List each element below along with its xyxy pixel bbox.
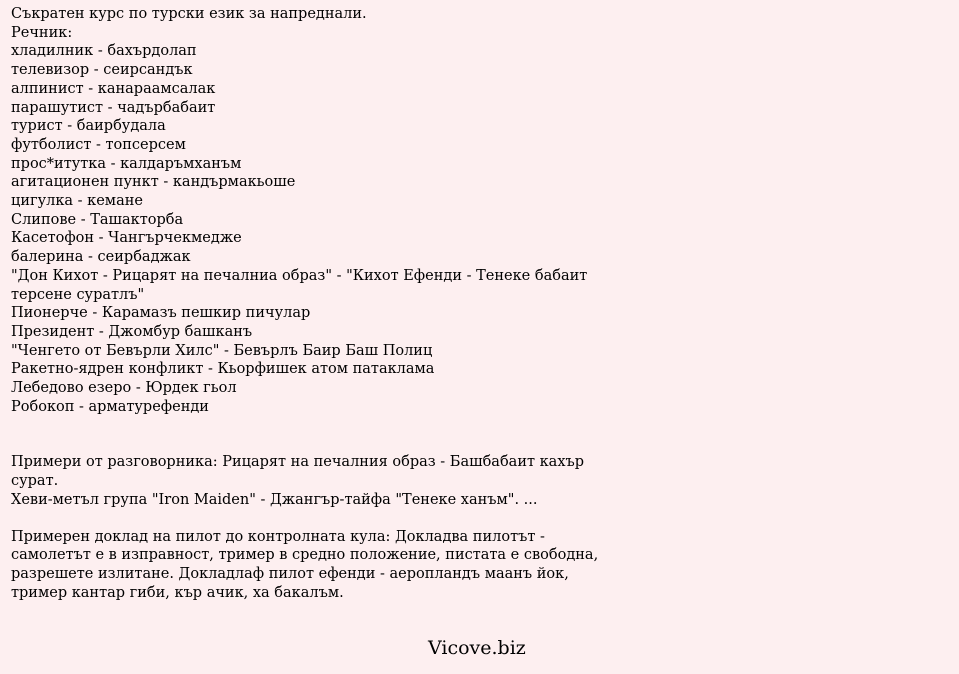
spacer: [11, 416, 611, 453]
dictionary-entry: агитационен пункт - кандърмакьоше: [11, 174, 296, 191]
dictionary-entry: Пионерче - Карамазъ пешкир пичулар: [11, 305, 311, 322]
spacer: [11, 510, 611, 528]
article-body: [11, 5, 611, 602]
dictionary-entry: прос*итутка - калдаръмханъм: [11, 155, 242, 172]
dictionary-entry: Ракетно-ядрен конфликт - Кьорфишек атом патаклама: [11, 361, 435, 378]
dictionary-entry: Слипове - Ташакторба: [11, 211, 184, 228]
article-title: Съкратен курс по турски език за напреднали.: [11, 6, 367, 22]
dictionary-heading: Речник:: [11, 24, 73, 41]
dictionary-list: [11, 42, 611, 416]
dictionary-entry: цигулка - кемане: [11, 193, 143, 210]
dictionary-entry: алпинист - канараамсалак: [11, 80, 216, 97]
dictionary-entry: Президент - Джомбур башканъ: [11, 323, 253, 340]
dictionary-entry: парашутист - чадърбабаит: [11, 99, 216, 116]
pilot-report-paragraph: Примерен доклад на пилот до контролната кула: Докладва пилотът - самолетът е в изправност, тример в средно положение, пистата е свободна, разрешете излитане. Докладлаф пилот ефенди - аеропландъ маанъ йок, тример кантар гиби, кър ачик, ха бакалъм.: [11, 528, 599, 601]
site-watermark: Vicove.biz: [428, 637, 526, 659]
dictionary-entry: турист - баирбудала: [11, 118, 166, 135]
phrasebook-example: Примери от разговорника: Рицарят на печалния образ - Башбабаит кахър сурат.: [11, 454, 585, 490]
dictionary-entry: "Ченгето от Бевърли Хилс" - Бевърлъ Баир Баш Полиц: [11, 342, 433, 359]
dictionary-entry: телевизор - сеирсандък: [11, 62, 193, 79]
dictionary-entry: "Дон Кихот - Рицарят на печалниа образ" - "Кихот Ефенди - Тенеке бабаит терсене суратлъ": [11, 267, 588, 303]
dictionary-entry: Лебедово езеро - Юрдек гьол: [11, 380, 237, 397]
dictionary-entry: хладилник - бахърдолап: [11, 43, 197, 60]
dictionary-entry: балерина - сеирбаджак: [11, 249, 191, 266]
dictionary-entry: футболист - топсерсем: [11, 136, 186, 153]
phrasebook-example: Хеви-метъл група "Iron Maiden" - Джангър-тайфа "Тенеке ханъм". ...: [11, 491, 538, 508]
dictionary-entry: Касетофон - Чангърчекмедже: [11, 230, 242, 247]
dictionary-entry: Робокоп - арматурефенди: [11, 398, 209, 415]
